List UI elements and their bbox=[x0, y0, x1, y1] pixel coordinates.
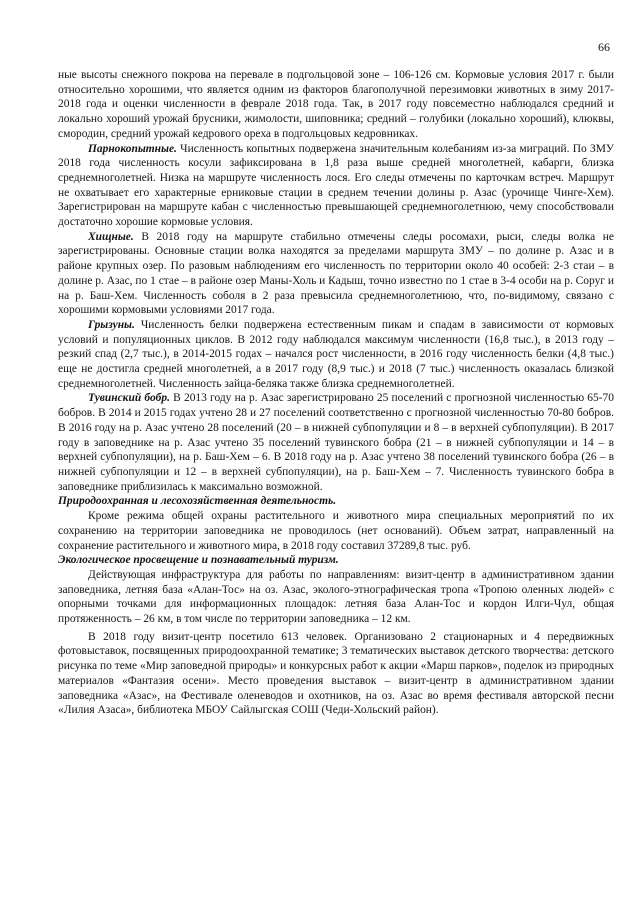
page-number: 66 bbox=[598, 40, 610, 54]
paragraph-text: ные высоты снежного покрова на перевале в подгольцовой зоне – 106-126 см. Кормовые условия 2017 г. были относительно хорошими, что является одним из факторов благополучной перезимовки животных в зиму 2017-2018 года и оценки численности в феврале 2018 года. Так, в 2017 году повсеместно наблюдался средний и локально хороший урожай брусники, жимолости, шиповника; средний – голубики (локально хороший), клюквы, смородин, средний урожай кедрового ореха в подгольцовых кедровниках. bbox=[58, 69, 614, 140]
paragraph-ungulates bbox=[58, 142, 614, 230]
paragraph-snow-forage bbox=[58, 68, 614, 142]
paragraph-text: Кроме режима общей охраны растительного и животного мира специальных мероприятий по их сохранению на территории заповедника не проводилось (нет оснований). Объем затрат, направленный на сохранение растительного и животного мира, в 2018 году составил 37289,8 тыс. руб. bbox=[58, 510, 614, 552]
paragraph-text: Действующая инфраструктура для работы по направлениям: визит-центр в административном здании заповедника, летняя база «Алан-Тос» на оз. Азас, эколого-этнографическая тропа «Тропою оленных людей» с опорными точками для информационных площадок: летняя база Алан-Тос и кордон Илги-Чул, общая протяженность – 26 км, в том числе по территории заповедника – 12 км. bbox=[58, 568, 614, 626]
heading-nature-protection: Природоохранная и лесохозяйственная деятельность. bbox=[58, 495, 337, 508]
section-lead-predators: Хищные. bbox=[88, 230, 134, 243]
paragraph-text: Численность белки подвержена естественным пикам и спадам в зависимости от кормовых условий и популяционных циклов. В 2012 году наблюдался максимум численности (16,8 тыс.), в 2013 году – резкий спад (2,7 тыс.), в 2014-2015 годах – начался рост численности, в 2016 году численность белки (4,8 тыс.) еще не достигла средней многолетней, а в 2017 году (8,9 тыс.) и 2018 (7 тыс.) численность оказалась близкой среднемноголетней. Численность зайца-беляка также близка среднемноголетней. bbox=[58, 318, 614, 390]
document-body bbox=[58, 68, 614, 718]
section-lead-ungulates: Парнокопытные. bbox=[88, 142, 177, 155]
paragraph-text: В 2018 году на маршруте стабильно отмечены следы росомахи, рыси, следы волка не зарегистрированы. Основные стации волка находятся за пределами маршрута ЗМУ – по долине р. Азас и в районе крупных озер. По разовым наблюдениям его численность по территории около 40 особей: 2-3 стаи – в долине р. Азас, по 1 стае – в районе озер Маны-Холь и Кадыш, точно известно по 1 стае в 3-4 особи на р. Соруг и на р. Баш-Хем. Численность соболя в 2 раза превысила среднемноголетнюю, что, по-видимому, связано с хорошими кормовыми условиями 2017 года. bbox=[58, 230, 614, 317]
paragraph-text: Численность копытных подвержена значительным колебаниям из-за миграций. По ЗМУ 2018 года численность косули зафиксирована в 1,8 раза выше средней многолетней, кабарги, близка среднемноголетней. Низка на маршруте численность лося. Его следы отмечены по карточкам встреч. Маршрут не охватывает его характерные ерниковые стации в среднем течении долины р. Азас (урочище Чинге-Хем). Зарегистрирован на маршруте кабан с численностью превышающей среднемноголетнюю, чему способствовали достаточно хорошие кормовые условия. bbox=[58, 142, 614, 229]
paragraph-infrastructure bbox=[58, 568, 614, 627]
heading-eco-education: Экологическое просвещение и познавательный туризм. bbox=[58, 554, 339, 567]
section-lead-beaver: Тувинский бобр. bbox=[88, 392, 170, 405]
paragraph-protection-regime bbox=[58, 509, 614, 553]
paragraph-text: В 2013 году на р. Азас зарегистрировано 25 поселений с прогнозной численностью 65-70 бобров. В 2014 и 2015 годах учтено 28 и 27 поселений соответственно с прогнозной численностью 70-80 бобров. В 2016 году на р. Азас учтено 28 поселений (20 – в нижней субпопуляции и 8 – в верхней субпопуляции). В 2017 году в заповеднике на р. Азас учтено 35 поселений тувинского бобра (21 – в нижней субпопуляции и 14 – в верхней субпопуляции), на р. Баш-Хем – 6. В 2018 году на р. Азас учтено 38 поселений тувинского бобра (26 – в нижней субпопуляции и 12 – в верхней субпопуляции), на р. Баш-Хем – 7. Численность тувинского бобра в заповеднике приблизилась к максимально возможной. bbox=[58, 392, 614, 493]
section-lead-rodents: Грызуны. bbox=[88, 318, 135, 331]
paragraph-beaver bbox=[58, 391, 614, 494]
paragraph-rodents bbox=[58, 318, 614, 392]
paragraph-visitor-center bbox=[58, 630, 614, 718]
paragraph-text: В 2018 году визит-центр посетило 613 человек. Организовано 2 стационарных и 4 передвижных фотовыставок, посвященных природоохранной тематике; 3 тематических выставок детского творчества: детского рисунка по теме «Мир заповедной природы» и конкурсных работ к акции «Марш парков», поделок из природных материалов «Фантазия осени». Место проведения выставок – визит-центр в административном здании заповедника «Азас», на Фестивале оленеводов и охотников, на оз. Азас во время фестиваля авторской песни «Лилия Азаса», библиотека МБОУ Сайлыгская СОШ (Чеди-Хольский район). bbox=[58, 630, 614, 717]
paragraph-predators bbox=[58, 230, 614, 318]
